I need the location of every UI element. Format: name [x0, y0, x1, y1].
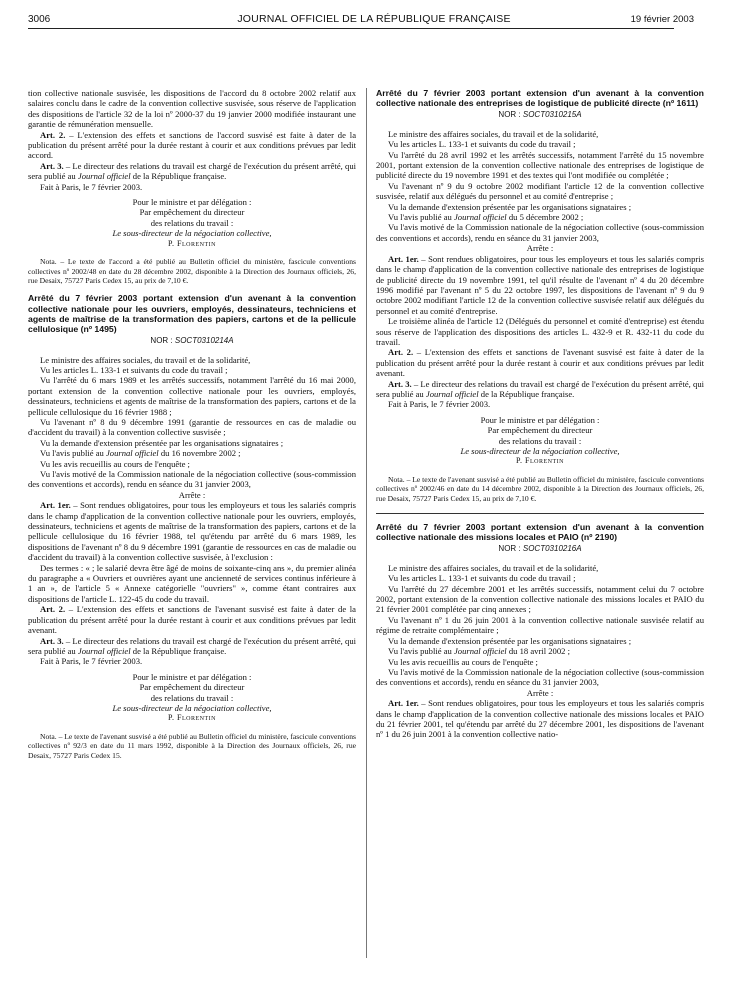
issue-date: 19 février 2003 [630, 14, 694, 25]
nota: Nota. – Le texte de l'avenant susvisé a été publié au Bulletin officiel du ministère, fascicule conventions collectives nº 92/3 en date du 11 mars 1992, disponible à la Direction des Journaux officiels, 26, rue Desaix, 75727 Paris Cedex 15. [28, 731, 356, 760]
signature-block: Pour le ministre et par délégation : Par empêchement du directeur des relations du travail : Le sous-directeur de la négociation collective, P. Florentin [112, 197, 272, 248]
paragraph: Vu les articles L. 133-1 et suivants du code du travail ; [388, 573, 576, 584]
article-3: Art. 3. – Le directeur des relations du travail est chargé de l'exécution du présent arrêté, qui sera publié au Journal officiel de la République française. [28, 635, 356, 656]
article-2: Art. 2. – L'extension des effets et sanctions de l'avenant susvisé est faite à dater de la publication du présent arrêté pour la durée restant à courir et aux conditions prévues par ledit avenant. [376, 347, 705, 379]
left-column [28, 88, 356, 760]
column-divider [366, 88, 367, 958]
article-1: Art. 1er. – Sont rendues obligatoires, pour tous les employeurs et tous les salariés compris dans le champ d'application de la convention collective nationale des entreprises de logistique de publicité directe du 19 novembre 1991, tel qu'il résulte de l'avenant nº 4 du 20 décembre 1996 modifié par l'avenant nº 5 du 22 octobre 1997, les dispositions de l'avenant nº 9 du 9 octobre 2002 modifiant l'article 12 de la convention collective susvisée relatif aux délégués du personnel et au comité d'entreprise. [376, 253, 704, 316]
paragraph: Vu l'arrêté du 27 décembre 2001 et les arrêtés successifs, notamment celui du 7 octobre 2002, portant extension de la convention collective nationale des missions locales et PAIO du 21 février 2001 complétée par cinq annexes ; [376, 583, 704, 615]
arrete-heading: Arrête : [526, 243, 554, 254]
article-2: Art. 2. – L'extension des effets et sanctions de l'avenant susvisé est faite à dater de la publication du présent arrêté pour la durée restant à courir et aux conditions prévues par ledit avenant. [28, 604, 357, 636]
article-1: Art. 1er. – Sont rendues obligatoires, pour tous les employeurs et tous les salariés compris dans le champ d'application de la convention collective nationale des missions locales et PAIO du 21 février 2001, tel qu'étendu par arrêté du 27 décembre 2001, les dispositions de l'avenant nº 1 du 26 juin 2001 à la convention collective natio- [376, 698, 704, 740]
arrete-heading: Arrête : [178, 489, 206, 500]
paragraph: Vu l'avenant nº 9 du 9 octobre 2002 modifiant l'article 12 de la convention collective susvisée, relatif aux délégués du personnel et au comité d'entreprise ; [376, 180, 704, 202]
paragraph: Vu l'arrêté du 6 mars 1989 et les arrêtés successifs, notamment l'arrêté du 16 mai 2000, portant extension de la convention collective nationale pour les ouvriers, employés, dessinateurs, techniciens et agents de maîtrise de la transformation des papiers, cartons et de la pellicule cellulosique du 16 février 1988 ; [28, 375, 356, 417]
paragraph: Vu l'avis motivé de la Commission nationale de la négociation collective (sous-commission des conventions et accords), rendu en séance du 31 janvier 2003, [376, 666, 704, 688]
fait-line: Fait à Paris, le 7 février 2003. [388, 399, 491, 410]
page-header [0, 0, 748, 40]
paragraph: Vu l'avenant nº 8 du 9 décembre 1991 (garantie de ressources en cas de maladie ou d'accident du travail) à la convention collective susvisée ; [28, 416, 356, 438]
fait-line: Fait à Paris, le 7 février 2003. [40, 656, 143, 667]
nor-reference: NOR : SOCT0310216A [498, 544, 582, 554]
header-rule [28, 28, 674, 29]
article-3: Art. 3. – Le directeur des relations du travail est chargé de l'exécution du présent arrêté, qui sera publié au Journal officiel de la République française. [376, 378, 704, 399]
right-column [376, 88, 704, 740]
arrete-title: Arrêté du 7 février 2003 portant extension d'un avenant à la convention collective nationale des entreprises de logistique de publicité directe (nº 1611) [376, 88, 704, 109]
nota: Nota. – Le texte de l'avenant susvisé a été publié au Bulletin officiel du ministère, fascicule conventions collectives nº 2002/46 en date du 14 décembre 2002, disponible à la Direction des Journaux officiels, 26, rue Desaix, 75727 Paris Cedex 15, au prix de 7,10 €. [376, 474, 704, 503]
arrete-title: Arrêté du 7 février 2003 portant extension d'un avenant à la convention collective nationale pour les ouvriers, employés, dessinateurs, techniciens et agents de maîtrise de la transformation des papiers, cartons et de la pellicule cellulosique (nº 1495) [28, 293, 356, 334]
fait-line: Fait à Paris, le 7 février 2003. [40, 181, 143, 192]
paragraph: Vu les articles L. 133-1 et suivants du code du travail ; [40, 364, 228, 375]
paragraph: Vu l'arrêté du 28 avril 1992 et les arrêtés successifs, notamment l'arrêté du 15 novembre 2001, portant extension de la convention collective nationale des entreprises de logistique de publicité directe du 19 novembre 1991 et des textes qui l'ont modifiée ou complétée ; [376, 149, 704, 181]
paragraph: Des termes : « ; le salarié devra être âgé de moins de soixante-cinq ans », du premier alinéa du paragraphe a « Ouvriers et ouvrières ayant une ancienneté de services continus inférieure à 1 an », de l'article 5 « Annexe catégorielle "ouvriers" », comme étant contraires aux dispositions de l'article L. 122-45 du code du travail. [28, 562, 356, 604]
paragraph: Vu les avis recueillis au cours de l'enquête ; [388, 656, 538, 667]
paragraph: Le ministre des affaires sociales, du travail et de la solidarité, [388, 128, 599, 139]
paragraph: Vu l'avis publié au Journal officiel du 16 novembre 2002 ; [40, 448, 241, 459]
page-number: 3006 [28, 14, 51, 25]
arrete-heading: Arrête : [526, 687, 554, 698]
nota: Nota. – Le texte de l'accord a été publié au Bulletin officiel du ministère, fascicule conventions collectives nº 2002/48 en date du 28 décembre 2002, disponible à la Direction des Journaux officiels, 26, rue Desaix, 75727 Paris Cedex 15, au prix de 7,10 €. [28, 257, 356, 285]
paragraph: Vu la demande d'extension présentée par les organisations signataires ; [40, 437, 284, 448]
paragraph: Vu l'avis publié au Journal officiel du 18 avril 2002 ; [388, 646, 570, 657]
paragraph: Vu l'avis publié au Journal officiel du 5 décembre 2002 ; [388, 212, 584, 223]
signature-block: Pour le ministre et par délégation : Par empêchement du directeur des relations du travail : Le sous-directeur de la négociation collective, P. Florentin [460, 414, 620, 466]
article-1: Art. 1er. – Sont rendues obligatoires, pour tous les employeurs et tous les salariés compris dans le champ d'application de la convention collective nationale pour les ouvriers, employés, dessinateurs, techniciens et agents de maîtrise de la transformation des papiers, cartons et de la pellicule cellulosique du 16 février 1988, tel qu'étendu par arrêté du 6 mars 1989, les dispositions de l'avenant nº 8 du 9 décembre 1991 (garantie de ressources en cas de maladie ou d'accident du travail) à la convention collective susvisée, à l'exclusion : [28, 500, 356, 563]
signature-block: Pour le ministre et par délégation : Par empêchement du directeur des relations du travail : Le sous-directeur de la négociation collective, P. Florentin [112, 671, 272, 723]
paragraph: Vu l'avis motivé de la Commission nationale de la négociation collective (sous-commission des conventions et accords), rendu en séance du 31 janvier 2003, [28, 469, 356, 490]
article-2: Art. 2. – L'extension des effets et sanctions de l'accord susvisé est faite à dater de la publication du présent arrêté pour la durée restant à courir et aux conditions prévues par ledit accord. [28, 129, 357, 161]
nor-reference: NOR : SOCT0310215A [498, 110, 582, 120]
paragraph: tion collective nationale susvisée, les dispositions de l'accord du 8 octobre 2002 relatif aux salaires conclu dans le cadre de la convention collective susvisée, sous réserve de l'application des dispositions de l'article 32 de la loi nº 2000-37 du 19 janvier 2000 modifiée instaurant une garantie de rémunération mensuelle. [28, 88, 356, 130]
paragraph: Le ministre des affaires sociales, du travail et de la solidarité, [40, 354, 251, 365]
paragraph: Vu l'avenant nº 1 du 26 juin 2001 à la convention collective nationale susvisée relatif au régime de retraite complémentaire ; [376, 614, 704, 636]
paragraph: Vu la demande d'extension présentée par les organisations signataires ; [388, 201, 632, 212]
article-3: Art. 3. – Le directeur des relations du travail est chargé de l'exécution du présent arrêté, qui sera publié au Journal officiel de la République française. [28, 160, 356, 182]
paragraph: Le troisième alinéa de l'article 12 (Délégués du personnel et comité d'entreprise) est étendu sous réserve de l'application des dispositions des articles L. 432-9 et R. 432-11 du code du travail. [376, 316, 704, 347]
paragraph: Vu les articles L. 133-1 et suivants du code du travail ; [388, 139, 576, 150]
paragraph: Vu l'avis motivé de la Commission nationale de la négociation collective (sous-commission des conventions et accords), rendu en séance du 31 janvier 2003, [376, 222, 704, 243]
arrete-title: Arrêté du 7 février 2003 portant extension d'un avenant à la convention collective nationale des missions locales et PAIO (nº 2190) [376, 522, 704, 543]
paragraph: Vu la demande d'extension présentée par les organisations signataires ; [388, 635, 632, 646]
section-separator [376, 513, 704, 514]
nor-reference: NOR : SOCT0310214A [150, 336, 234, 346]
journal-title: JOURNAL OFFICIEL DE LA RÉPUBLIQUE FRANÇAISE [237, 13, 511, 25]
paragraph: Vu les avis recueillis au cours de l'enquête ; [40, 458, 190, 469]
paragraph: Le ministre des affaires sociales, du travail et de la solidarité, [388, 562, 599, 573]
